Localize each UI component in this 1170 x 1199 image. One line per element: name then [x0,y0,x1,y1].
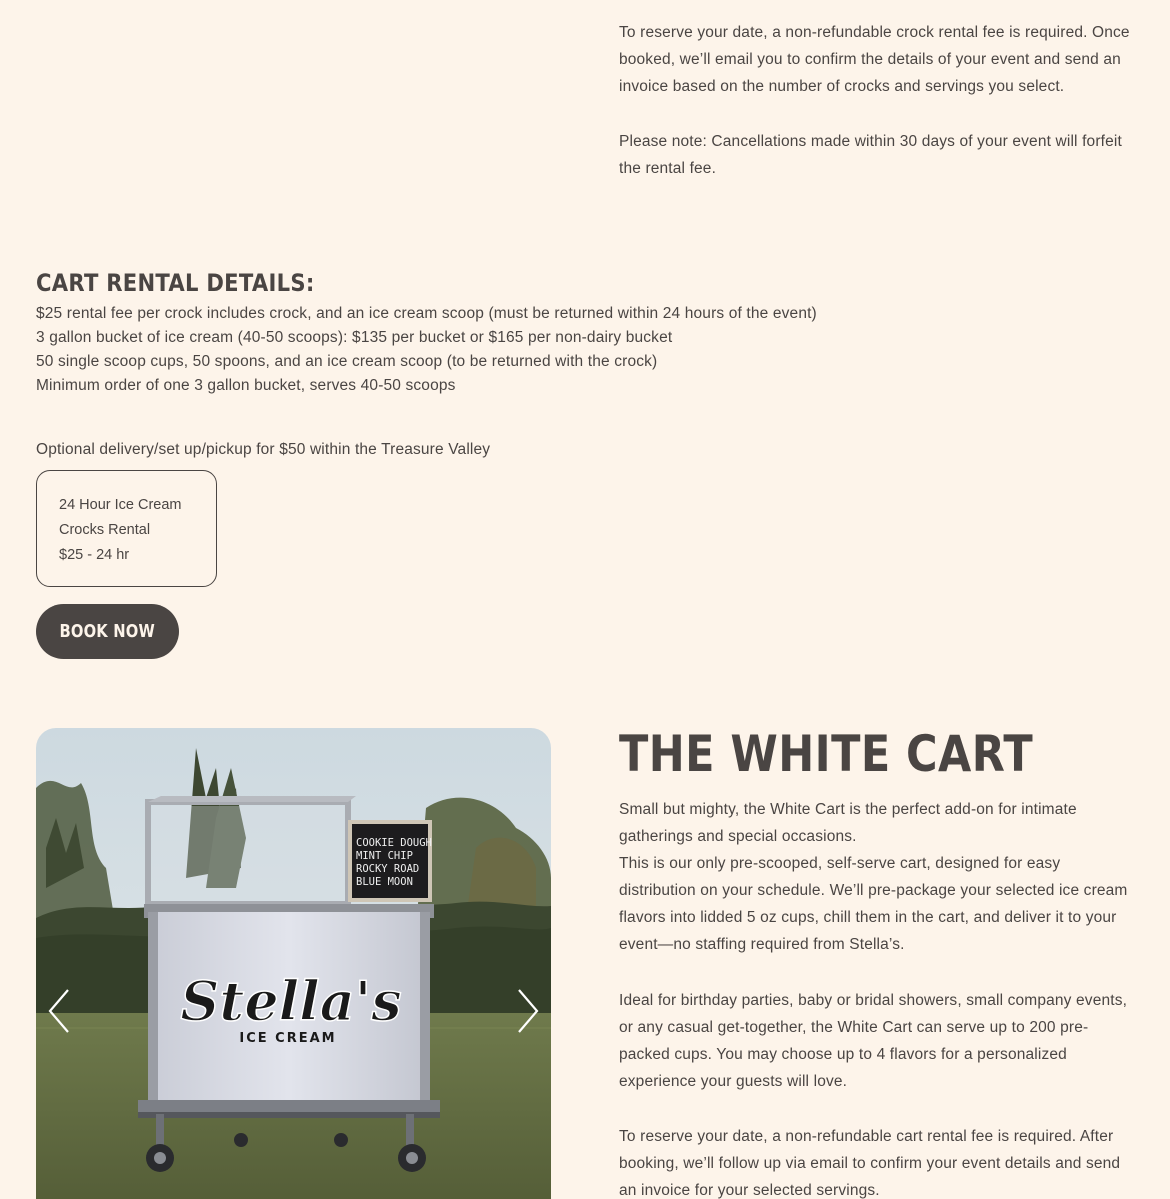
rental-option-price: $25 - 24 hr [59,547,130,563]
rental-option-card[interactable] [36,470,217,587]
white-cart-section [619,725,1139,1199]
image-carousel[interactable] [36,728,551,1199]
rental-details-list [36,302,936,398]
white-cart-paragraph: This is our only pre-scooped, self-serve cart, designed for easy distribution on your schedule. We’ll pre-package your selected ice cream flavors into lidded 5 oz cups, chill them in the cart, and deliver it to your event—no staffing required from Stella’s. [619,855,1128,954]
flavor-sign-line: BLUE MOON [356,876,413,888]
list-item: $25 rental fee per crock includes crock, and an ice cream scoop (must be returned within 24 hours of the event) [36,305,817,322]
flavor-sign-line: MINT CHIP [356,850,413,862]
book-now-button[interactable] [36,604,179,659]
booking-paragraph: To reserve your date, a non-refundable crock rental fee is required. Once booked, we’ll email you to confirm the details of your event and send an invoice based on the number of crocks and servings you select. [619,24,1130,96]
cart-logo-text: Stella's [180,969,402,1033]
crock-booking-info [619,19,1139,182]
rental-details-heading: CART RENTAL DETAILS: [36,269,315,297]
white-cart-paragraph: To reserve your date, a non-refundable cart rental fee is required. After booking, we’ll follow up via email to confirm your event details and send an invoice for your selected servings. [619,1127,1121,1199]
rental-option-name: 24 Hour Ice Cream Crocks Rental [59,497,182,538]
list-item: 50 single scoop cups, 50 spoons, and an ice cream scoop (to be returned with the crock) [36,353,658,370]
white-cart-description [619,796,1139,1199]
white-cart-paragraph: Small but mighty, the White Cart is the perfect add-on for intimate gatherings and special occasions. [619,801,1077,846]
white-cart-photo [36,728,551,1199]
delivery-note: Optional delivery/set up/pickup for $50 within the Treasure Valley [36,441,491,458]
chevron-left-icon[interactable] [44,986,78,1036]
list-item: Minimum order of one 3 gallon bucket, serves 40-50 scoops [36,377,456,394]
white-cart-title: THE WHITE CART [619,725,1034,783]
list-item: 3 gallon bucket of ice cream (40-50 scoops): $135 per bucket or $165 per non-dairy bucket [36,329,673,346]
rental-details [36,266,936,398]
chevron-right-icon[interactable] [509,986,543,1036]
flavor-sign-line: ROCKY ROAD [356,863,420,875]
book-now-label: BOOK NOW [59,621,156,642]
cancellation-note: Please note: Cancellations made within 30 days of your event will forfeit the rental fee. [619,132,1122,177]
white-cart-paragraph: Ideal for birthday parties, baby or bridal showers, small company events, or any casual get-together, the White Cart can serve up to 200 pre-packed cups. You may choose up to 4 flavors for a personalized experience your guests will love. [619,991,1128,1090]
flavor-sign-line: COOKIE DOUGH [356,837,432,849]
cart-logo-subtext: ICE CREAM [239,1031,337,1046]
